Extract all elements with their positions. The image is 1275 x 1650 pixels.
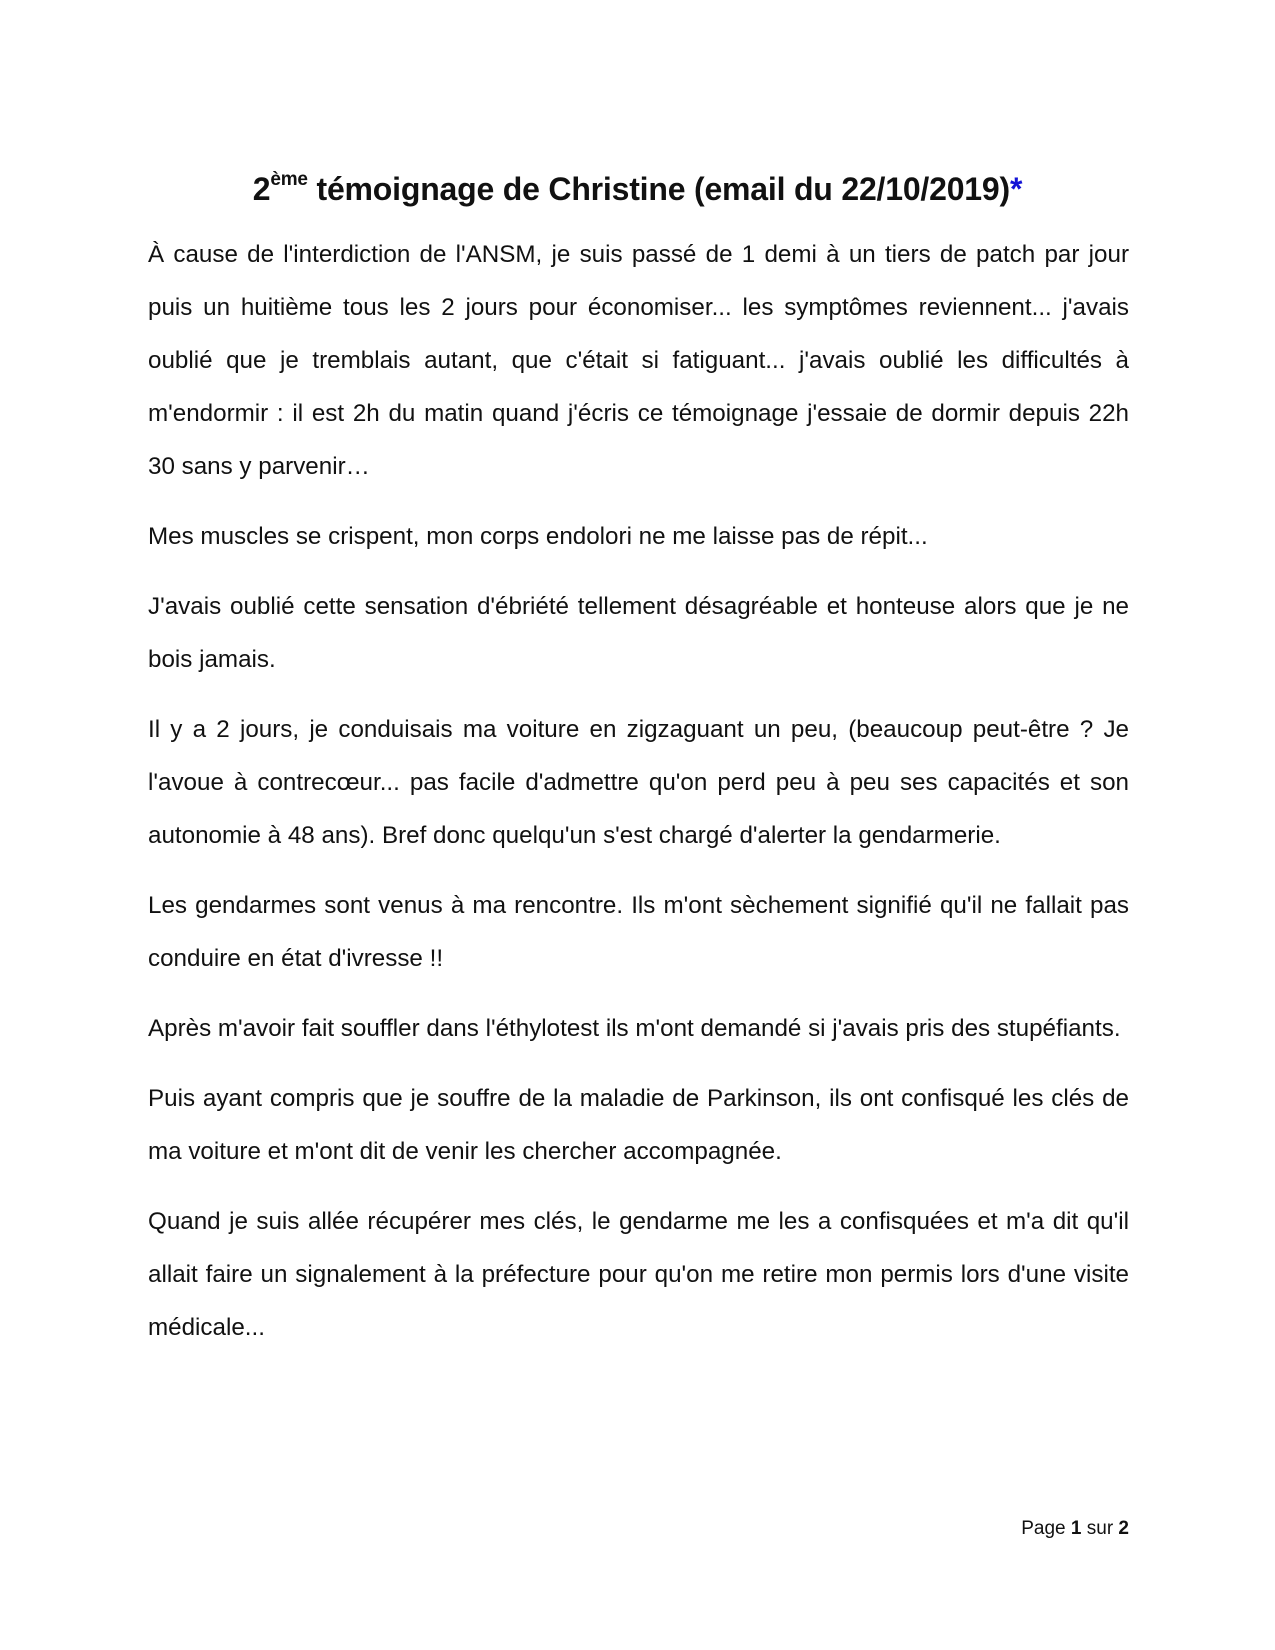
page-total: 2	[1118, 1518, 1129, 1539]
paragraph: J'avais oublié cette sensation d'ébriété tellement désagréable et honteuse alors que je ne bois jamais.	[148, 593, 1129, 673]
paragraph: À cause de l'interdiction de l'ANSM, je suis passé de 1 demi à un tiers de patch par jour puis un huitième tous les 2 jours pour économiser... les symptômes reviennent... j'avais oublié que je tremblais autant, que c'était si fatiguant... j'avais oublié les difficultés à m'endormir : il est 2h du matin quand j'écris ce témoignage j'essaie de dormir depuis 22h 30 sans y parvenir…	[148, 241, 1129, 480]
page-title	[0, 169, 1275, 209]
page-current: 1	[1070, 1518, 1082, 1539]
paragraph: Mes muscles se crispent, mon corps endolori ne me laisse pas de répit...	[148, 523, 928, 550]
page-number-footer	[1021, 1517, 1129, 1541]
title-main: témoignage de Christine (email du 22/10/2019)	[307, 171, 1010, 208]
title-prefix: 2	[252, 171, 271, 208]
page-label: Page	[1021, 1518, 1071, 1539]
paragraph: Puis ayant compris que je souffre de la maladie de Parkinson, ils ont confisqué les clés de ma voiture et m'ont dit de venir les chercher accompagnée.	[148, 1085, 1129, 1165]
paragraph: Après m'avoir fait souffler dans l'éthylotest ils m'ont demandé si j'avais pris des stupéfiants.	[148, 1015, 1121, 1042]
sur-label: sur	[1081, 1518, 1119, 1539]
title-superscript: ème	[270, 168, 308, 190]
paragraph: Les gendarmes sont venus à ma rencontre. Ils m'ont sèchement signifié qu'il ne fallait pas conduire en état d'ivresse !!	[148, 892, 1129, 972]
document-body	[148, 228, 1129, 1371]
paragraph: Quand je suis allée récupérer mes clés, le gendarme me les a confisquées et m'a dit qu'il allait faire un signalement à la préfecture pour qu'on me retire mon permis lors d'une visite médicale...	[148, 1208, 1129, 1341]
paragraph: Il y a 2 jours, je conduisais ma voiture en zigzaguant un peu, (beaucoup peut-être ? Je l'avoue à contrecœur... pas facile d'admettre qu'on perd peu à peu ses capacités et son autonomie à 48 ans). Bref donc quelqu'un s'est chargé d'alerter la gendarmerie.	[148, 716, 1129, 849]
title-asterisk: *	[1009, 171, 1023, 208]
